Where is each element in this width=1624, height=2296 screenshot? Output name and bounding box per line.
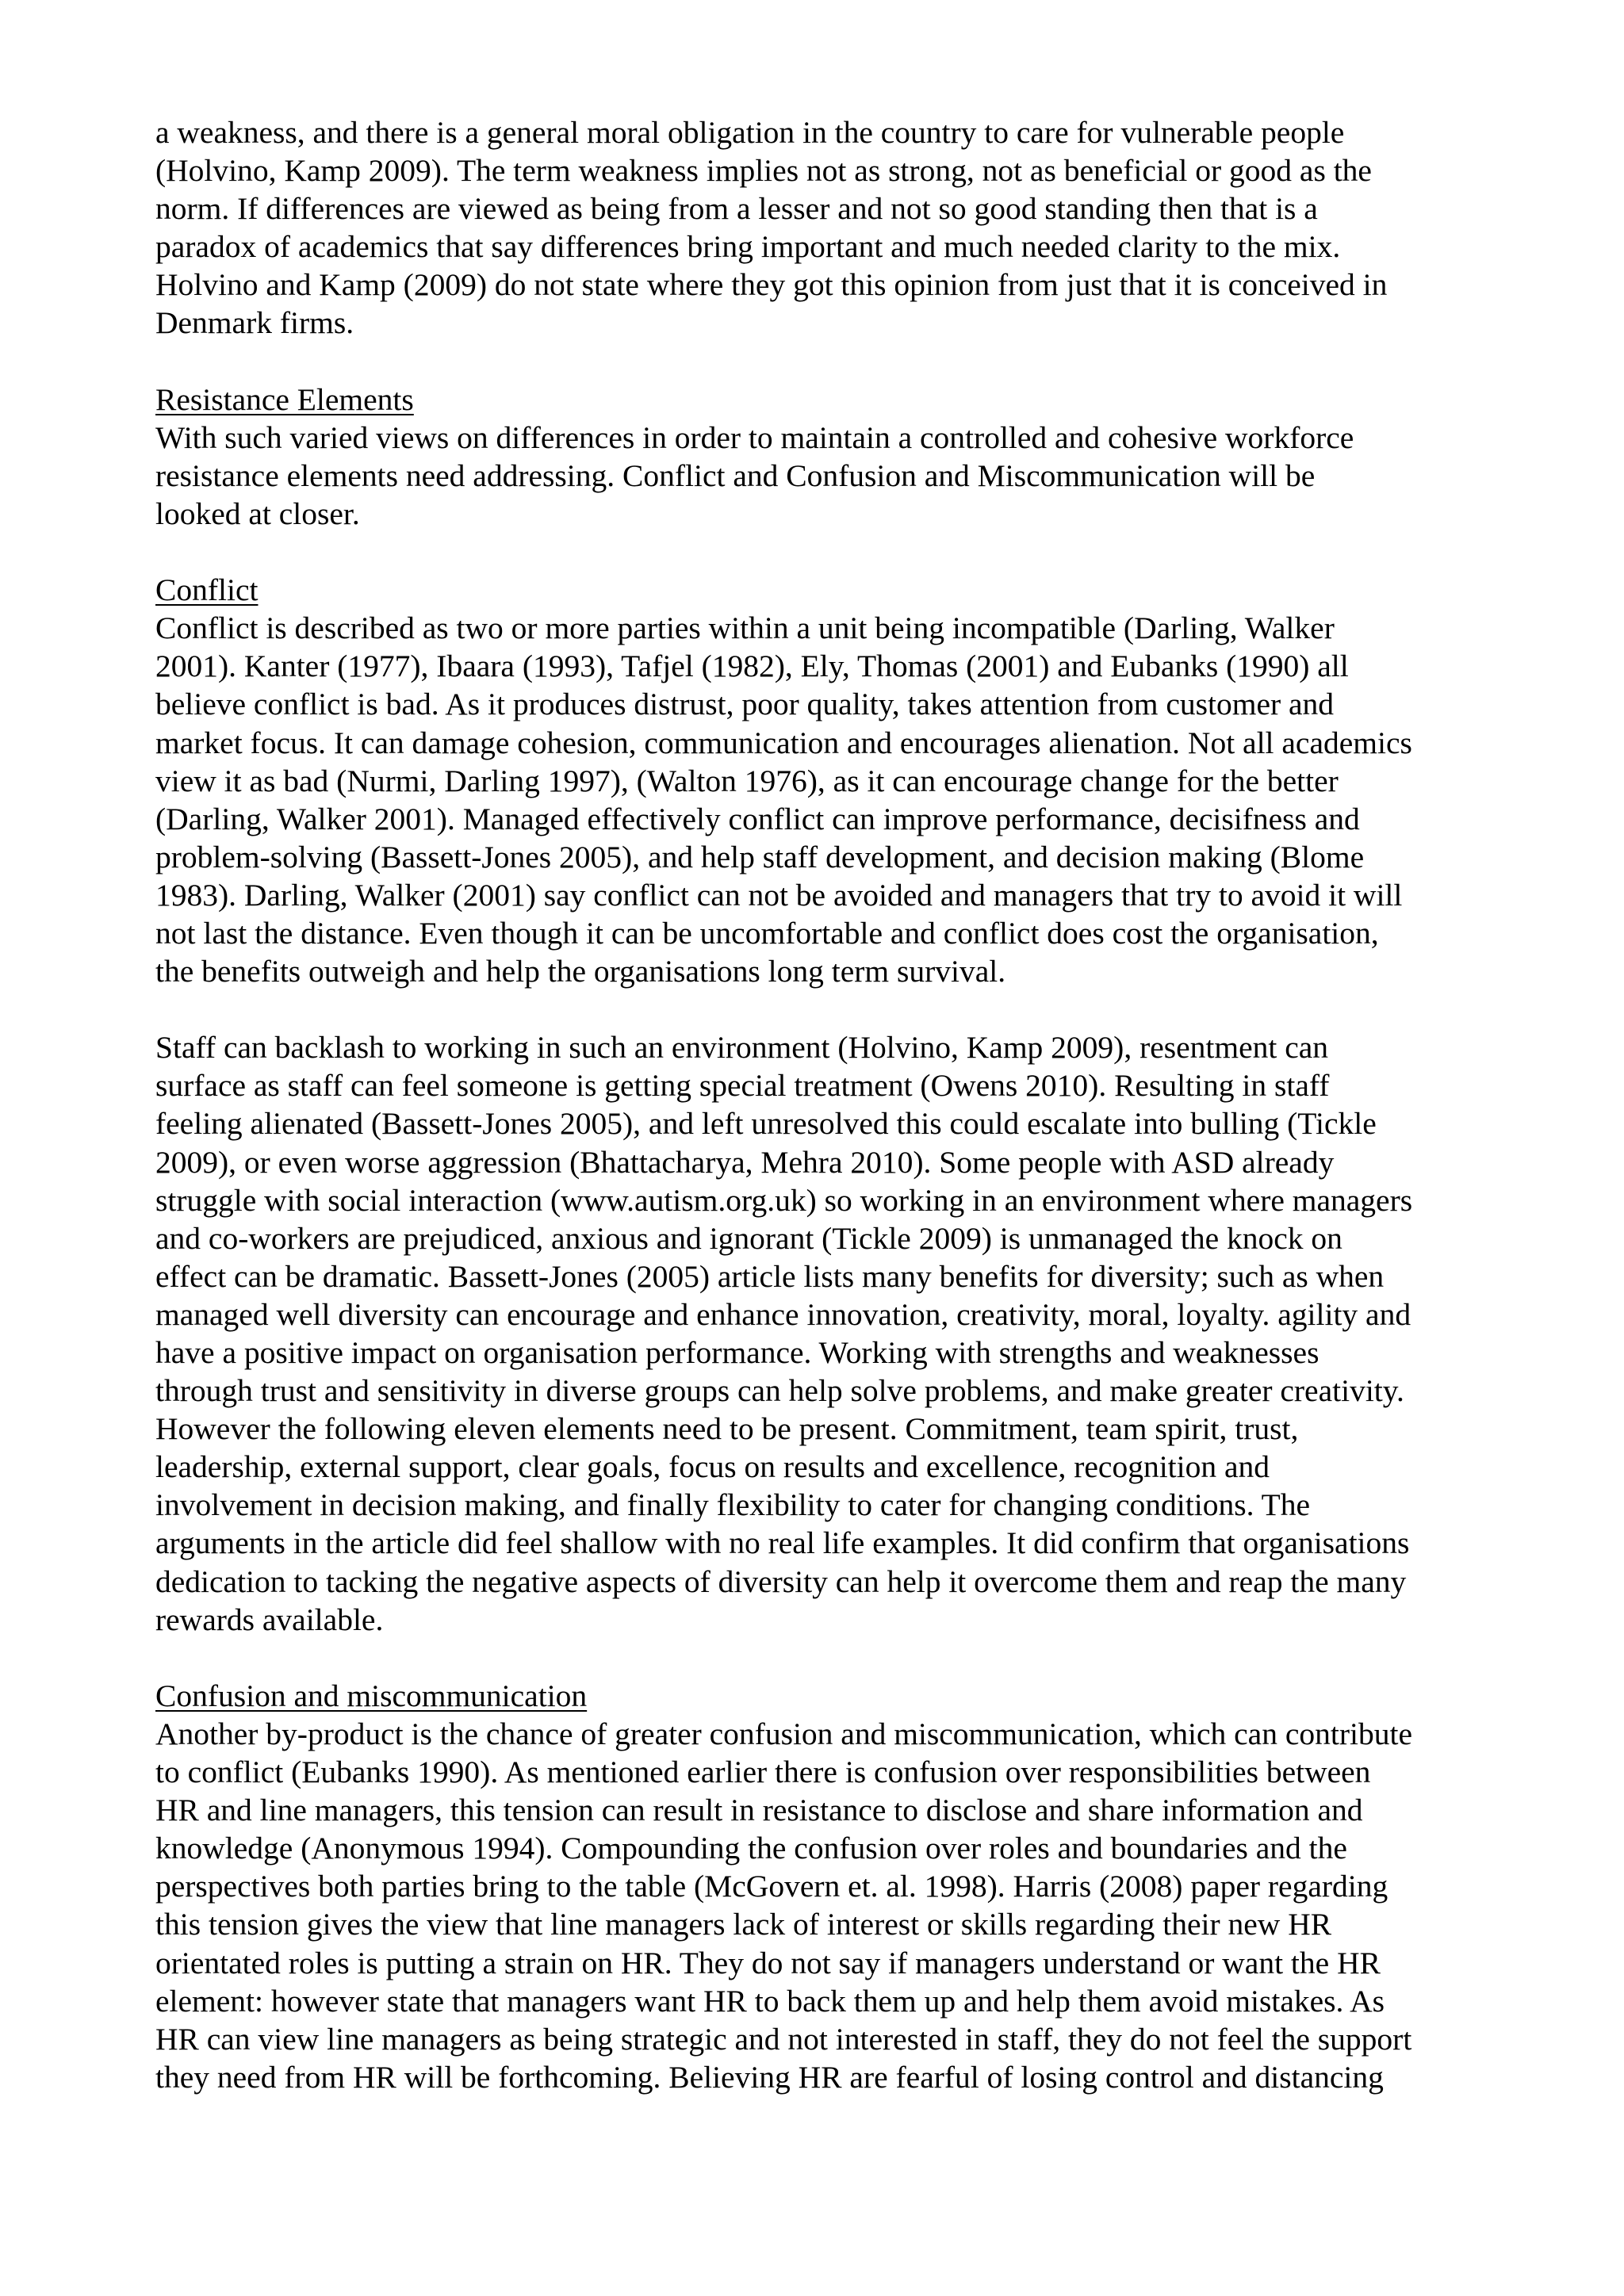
text-line: orientated roles is putting a strain on HR. They do not say if managers understand or want the HR <box>155 1945 1381 1980</box>
text-line: HR can view line managers as being strategic and not interested in staff, they do not feel the support <box>155 2021 1412 2057</box>
document-section <box>155 381 1496 533</box>
text-line: However the following eleven elements need to be present. Commitment, team spirit, trust, <box>155 1411 1299 1447</box>
document-section <box>155 571 1496 990</box>
document-section <box>155 113 1496 342</box>
paragraph <box>155 1715 1496 2096</box>
paragraph-gap <box>155 1639 1496 1677</box>
text-line: have a positive impact on organisation performance. Working with strengths and weaknesses <box>155 1335 1320 1370</box>
text-line: knowledge (Anonymous 1994). Compounding the confusion over roles and boundaries and the <box>155 1831 1347 1866</box>
text-line: looked at closer. <box>155 496 360 531</box>
text-line: believe conflict is bad. As it produces distrust, poor quality, takes attention from customer and <box>155 687 1335 722</box>
paragraph <box>155 113 1496 342</box>
text-line: market focus. It can damage cohesion, communication and encourages alienation. Not all academics <box>155 725 1412 760</box>
text-line: resistance elements need addressing. Conflict and Confusion and Miscommunication will be <box>155 457 1316 493</box>
paragraph <box>155 419 1496 533</box>
paragraph-gap <box>155 342 1496 381</box>
text-line: and co-workers are prejudiced, anxious and ignorant (Tickle 2009) is unmanaged the knock on <box>155 1220 1342 1256</box>
text-line: not last the distance. Even though it can be uncomfortable and conflict does cost the organisation, <box>155 915 1379 951</box>
text-line: 1983). Darling, Walker (2001) say conflict can not be avoided and managers that try to avoid it will <box>155 877 1403 913</box>
paragraph-gap <box>155 990 1496 1028</box>
text-line: view it as bad (Nurmi, Darling 1997), (Walton 1976), as it can encourage change for the better <box>155 763 1339 798</box>
text-line: Holvino and Kamp (2009) do not state where they got this opinion from just that it is conceived in <box>155 267 1388 303</box>
document-section <box>155 1677 1496 2096</box>
paragraph <box>155 609 1496 990</box>
paragraph <box>155 1028 1496 1639</box>
text-line: norm. If differences are viewed as being from a lesser and not so good standing then that is a <box>155 191 1318 227</box>
text-line: 2009), or even worse aggression (Bhattacharya, Mehra 2010). Some people with ASD already <box>155 1144 1335 1180</box>
text-line: dedication to tacking the negative aspects of diversity can help it overcome them and reap the many <box>155 1563 1407 1599</box>
text-line: surface as staff can feel someone is getting special treatment (Owens 2010). Resulting in staff <box>155 1068 1330 1104</box>
text-line: perspectives both parties bring to the table (McGovern et. al. 1998). Harris (2008) paper regarding <box>155 1869 1388 1904</box>
text-line: Another by-product is the chance of greater confusion and miscommunication, which can contribute <box>155 1716 1412 1751</box>
text-line: Staff can backlash to working in such an environment (Holvino, Kamp 2009), resentment can <box>155 1030 1329 1066</box>
text-line: arguments in the article did feel shallow with no real life examples. It did confirm that organisations <box>155 1525 1410 1561</box>
section-heading: Confusion and miscommunication <box>155 1678 588 1713</box>
text-line: Denmark firms. <box>155 305 354 341</box>
text-line: With such varied views on differences in order to maintain a controlled and cohesive workforce <box>155 419 1354 455</box>
text-line: a weakness, and there is a general moral obligation in the country to care for vulnerable people <box>155 115 1345 150</box>
text-line: 2001). Kanter (1977), Ibaara (1993), Tafjel (1982), Ely, Thomas (2001) and Eubanks (1990) all <box>155 649 1349 684</box>
text-line: through trust and sensitivity in diverse groups can help solve problems, and make greater creativity. <box>155 1373 1404 1409</box>
text-line: leadership, external support, clear goals, focus on results and excellence, recognition and <box>155 1449 1270 1485</box>
text-line: rewards available. <box>155 1601 384 1637</box>
text-line: effect can be dramatic. Bassett-Jones (2005) article lists many benefits for diversity; such as when <box>155 1258 1385 1294</box>
paragraph-gap <box>155 533 1496 571</box>
text-line: element: however state that managers want HR to back them up and help them avoid mistakes. As <box>155 1983 1385 2019</box>
text-line: struggle with social interaction (www.autism.org.uk) so working in an environment where managers <box>155 1182 1413 1218</box>
text-line: managed well diversity can encourage and enhance innovation, creativity, moral, loyalty. agility and <box>155 1296 1411 1332</box>
section-heading: Conflict <box>155 572 259 608</box>
text-line: they need from HR will be forthcoming. Believing HR are fearful of losing control and distancing <box>155 2059 1384 2095</box>
text-line: problem-solving (Bassett-Jones 2005), and help staff development, and decision making (Blome <box>155 839 1365 874</box>
document-section <box>155 1028 1496 1639</box>
text-line: (Holvino, Kamp 2009). The term weakness implies not as strong, not as beneficial or good as the <box>155 153 1372 189</box>
document-body <box>155 113 1496 2096</box>
text-line: (Darling, Walker 2001). Managed effectively conflict can improve performance, decisifness and <box>155 801 1360 836</box>
text-line: the benefits outweigh and help the organisations long term survival. <box>155 954 1006 989</box>
text-line: Conflict is described as two or more parties within a unit being incompatible (Darling, Walker <box>155 610 1335 646</box>
section-heading: Resistance Elements <box>155 381 414 417</box>
text-line: involvement in decision making, and finally flexibility to cater for changing conditions. The <box>155 1487 1311 1523</box>
text-line: HR and line managers, this tension can result in resistance to disclose and share information and <box>155 1793 1363 1828</box>
text-line: feeling alienated (Bassett-Jones 2005), and left unresolved this could escalate into bulling (Tickle <box>155 1106 1377 1142</box>
text-line: to conflict (Eubanks 1990). As mentioned earlier there is confusion over responsibilities between <box>155 1755 1371 1790</box>
text-line: this tension gives the view that line managers lack of interest or skills regarding their new HR <box>155 1907 1332 1942</box>
text-line: paradox of academics that say differences bring important and much needed clarity to the mix. <box>155 229 1341 265</box>
